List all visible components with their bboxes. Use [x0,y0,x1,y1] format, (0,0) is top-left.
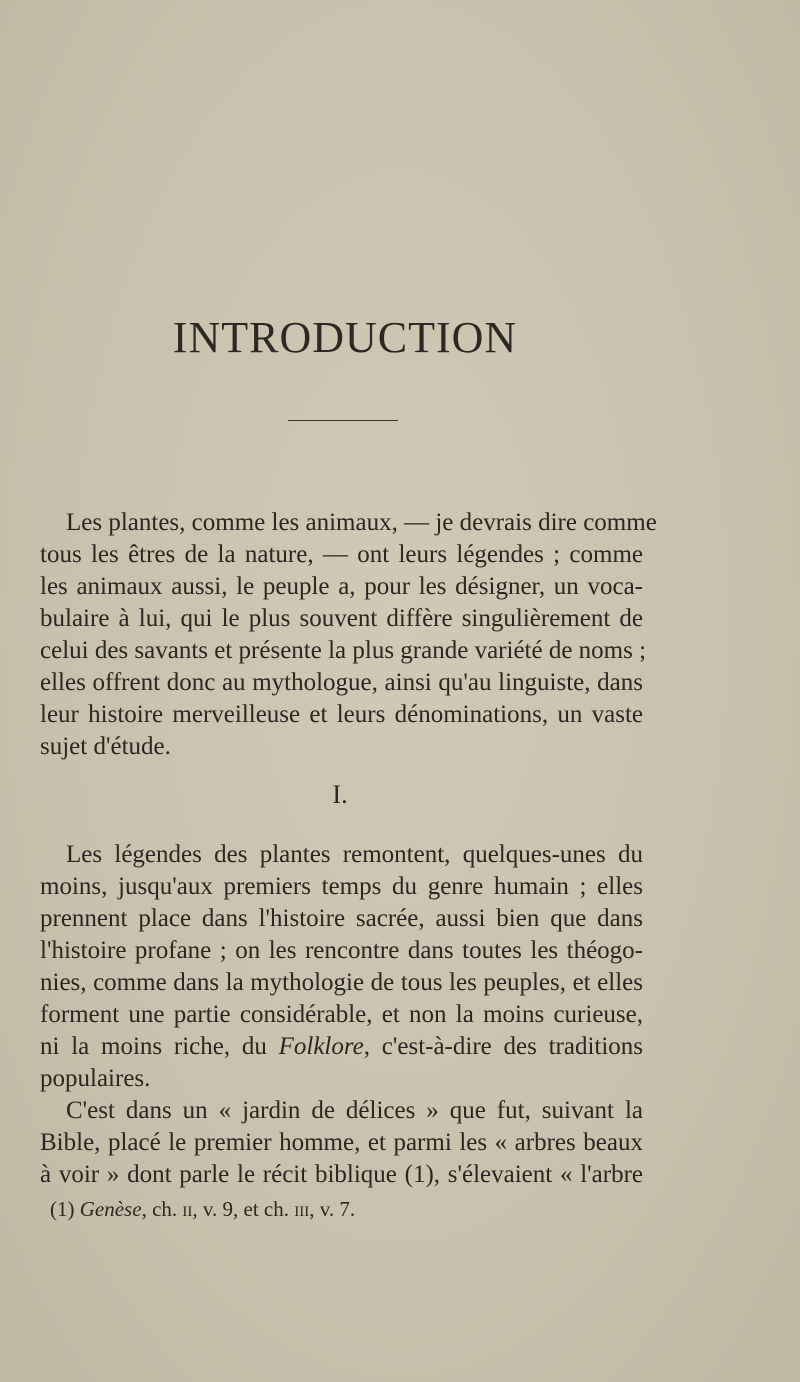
text-segment: ni la moins riche, du [40,1033,267,1060]
text-line: leur histoire merveilleuse et leurs dénominations, un vaste [40,701,643,728]
chapter-title: INTRODUCTION [172,313,518,362]
text-line: nies, comme dans la mythologie de tous les peuples, et elles [40,969,643,996]
text-line [40,1032,643,1062]
text-line: bulaire à lui, qui le plus souvent diffère singulièrement de [40,605,643,632]
text-line: tous les êtres de la nature, — ont leurs légendes ; comme [40,541,643,568]
text-line: Bible, placé le premier homme, et parmi les « arbres beaux [40,1129,643,1156]
section-number: I. [332,780,348,809]
text-line: sujet d'étude. [40,733,171,760]
footnote [50,1197,355,1222]
text-line: à voir » dont parle le récit biblique (1), s'élevaient « l'arbre [40,1161,643,1188]
text-line: Les plantes, comme les animaux, — je devrais dire comme [66,509,657,536]
text-segment: , c'est-à-dire des traditions [363,1033,644,1060]
text-line: moins, jusqu'aux premiers temps du genre humain ; elles [40,873,643,900]
footnote-marker: (1) [50,1197,75,1221]
footnote-text: , v. 9, et ch. [192,1197,290,1221]
footnote-work-title: Genèse [79,1197,142,1221]
footnote-roman-numeral: ii [182,1197,193,1221]
text-line: Les légendes des plantes remontent, quelques-unes du [66,841,643,868]
text-line: elles offrent donc au mythologue, ainsi qu'au linguiste, dans [40,669,643,696]
text-line: populaires. [40,1065,151,1092]
text-line: C'est dans un « jardin de délices » que fut, suivant la [66,1097,643,1124]
footnote-text: , ch. [141,1197,178,1221]
text-line: prennent place dans l'histoire sacrée, aussi bien que dans [40,905,643,932]
footnote-roman-numeral: iii [294,1197,310,1221]
text-line: celui des savants et présente la plus grande variété de noms ; [40,637,647,664]
italic-term-folklore: Folklore [278,1033,364,1060]
text-line: l'histoire profane ; on les rencontre dans toutes les théogo- [40,937,643,964]
text-line: les animaux aussi, le peuple a, pour les désigner, un voca- [40,573,643,600]
title-rule-divider [288,420,398,421]
text-line: forment une partie considérable, et non la moins curieuse, [40,1001,643,1028]
footnote-text: , v. 7. [309,1197,356,1221]
